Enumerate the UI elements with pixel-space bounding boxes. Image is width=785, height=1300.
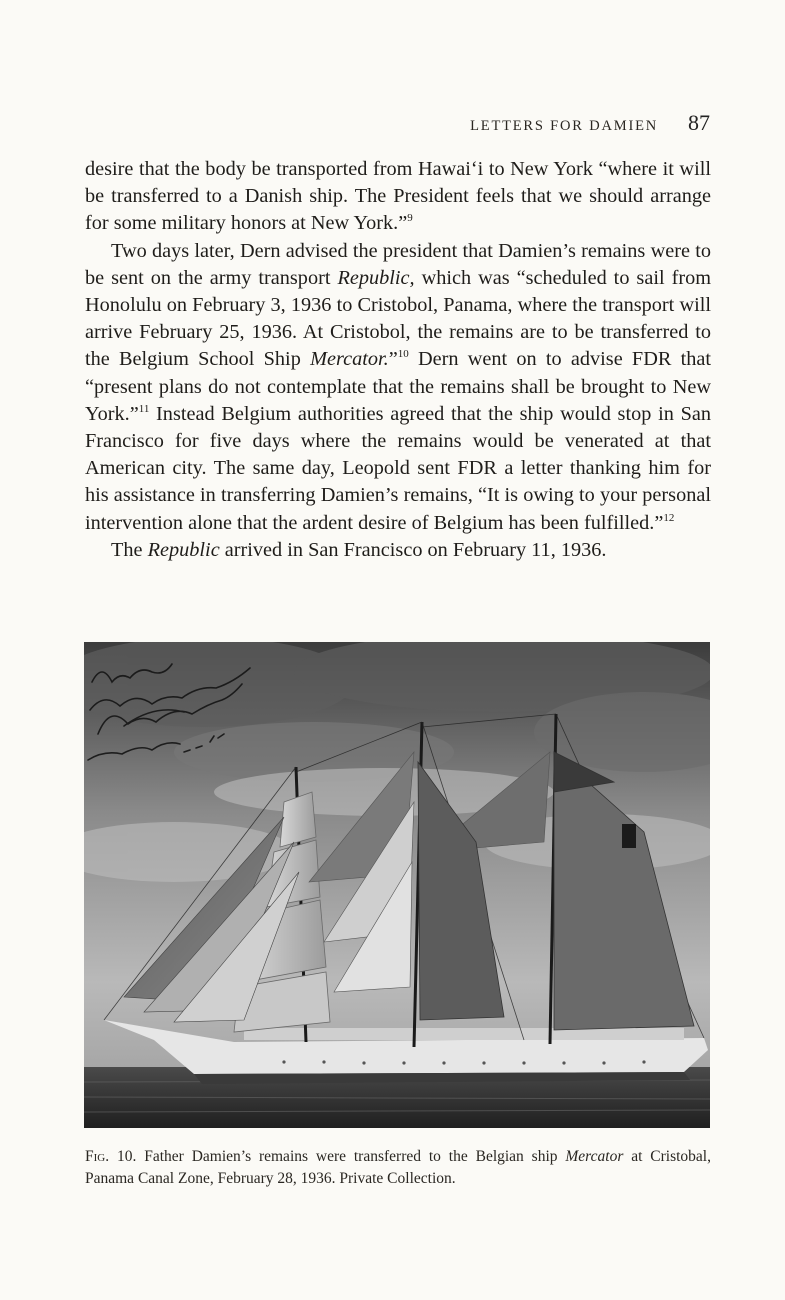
running-title: LETTERS FOR DAMIEN [470, 118, 658, 134]
flag [622, 824, 636, 848]
ship-photograph [84, 642, 710, 1128]
paragraph-text: which was “scheduled to sail from Honolulu on February 3, 1936 to Cristobol, Panama, where the transport will arrive February 25, 1936. At Cristobol, the remains are to be transferred to the Belgium School Ship [85, 266, 711, 371]
footnote-marker: 12 [663, 511, 675, 524]
ship-name: Republic, [337, 266, 415, 289]
figure-label: Fig. 10. [85, 1148, 137, 1165]
ship-name: Mercator [565, 1148, 624, 1165]
paragraph-3 [85, 537, 711, 564]
paragraph-text: Two days later, Dern advised the president that Damien’s remains were to be sent on the army transport [85, 239, 711, 289]
figure-caption [85, 1146, 711, 1190]
paragraph-text: Dern went on to advise FDR that “present plans do not contemplate that the remains shall be brought to New York.” [85, 348, 711, 425]
ship-name: Mercator. [310, 348, 389, 371]
body-text [85, 156, 711, 564]
ship-name: Republic [147, 538, 220, 561]
footnote-marker: 9 [407, 212, 413, 225]
paragraph-1 [85, 156, 711, 238]
caption-text: Father Damien’s remains were transferred to the Belgian ship [136, 1148, 566, 1165]
paragraph-2 [85, 238, 711, 537]
footnote-marker: 10 [397, 348, 409, 361]
paragraph-text: desire that the body be transported from Hawai‘i to New York “where it will be transferred to a Danish ship. The President feels that we should arrange for some military honors at New York.” [85, 158, 711, 235]
paragraph-text: ” [388, 348, 398, 371]
paragraph-text: arrived in San Francisco on February 11, 1936. [219, 538, 607, 561]
footnote-marker: 11 [138, 402, 150, 415]
ship-photo-illustration [84, 642, 710, 1128]
running-head [470, 110, 710, 136]
caption-text: at Cristobal, Panama Canal Zone, February 28, 1936. Private Collection. [85, 1148, 711, 1187]
paragraph-text: The [111, 538, 148, 561]
paragraph-text: Instead Belgium authorities agreed that the ship would stop in San Francisco for five days where the remains would be venerated at that American city. The same day, Leopold sent FDR a letter thanking him for his assistance in transferring Damien’s remains, “It is owing to your personal intervention alone that the ardent desire of Belgium has been fulfilled.” [85, 402, 711, 534]
page-number: 87 [688, 110, 710, 135]
